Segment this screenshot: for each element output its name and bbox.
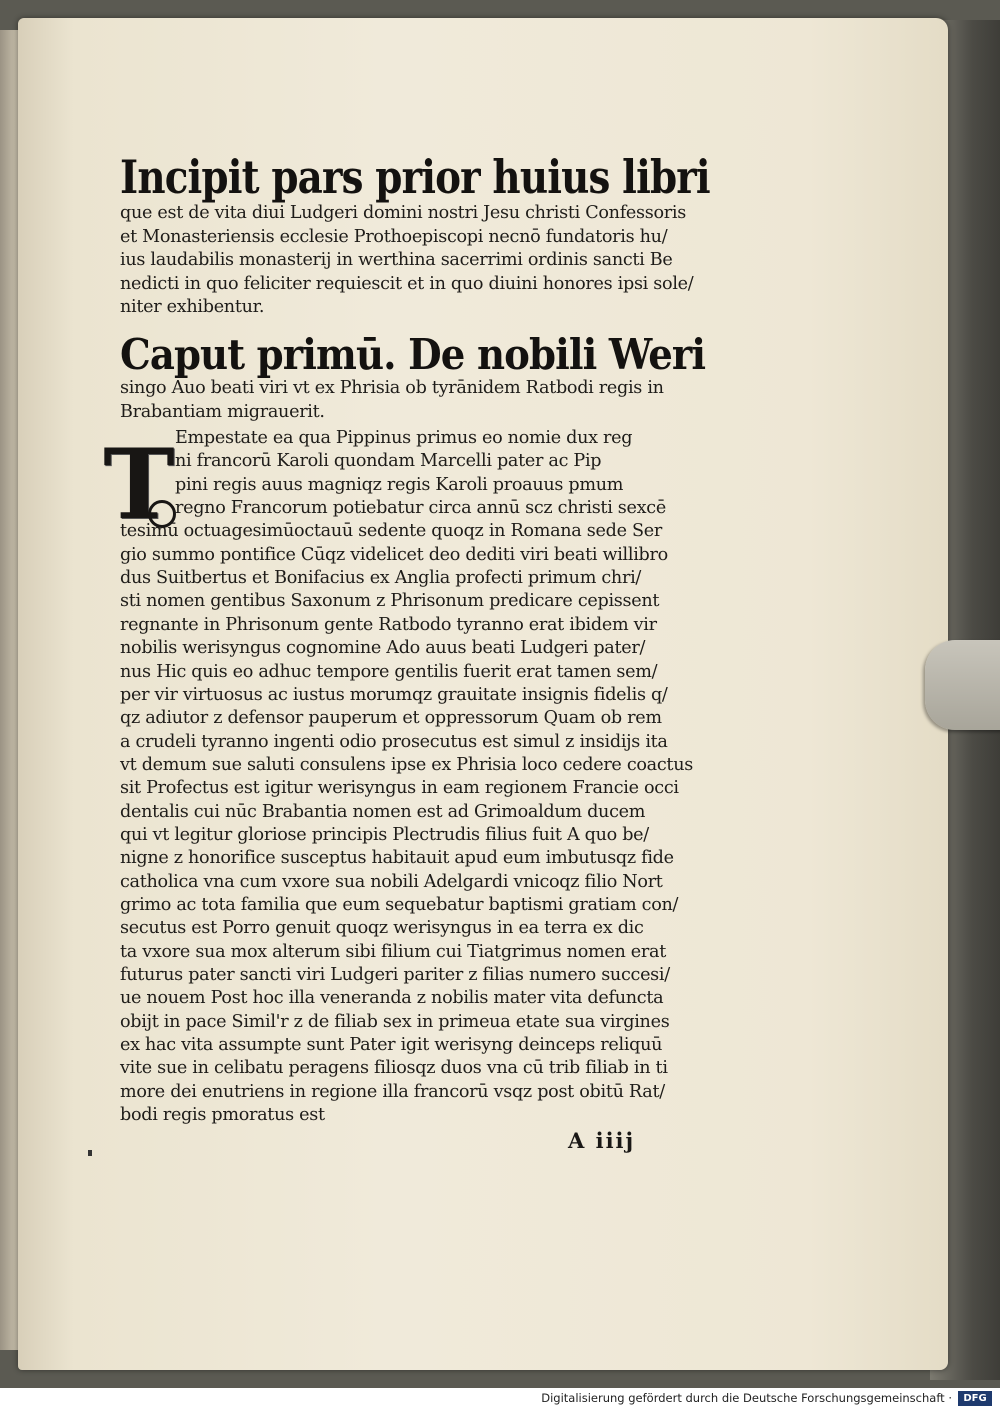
decorated-initial: T <box>100 440 178 530</box>
intro-line: et Monasteriensis ecclesie Prothoepiscopi necnō fundatoris hu/ <box>120 226 668 247</box>
text-line: sti nomen gentibus Saxonum z Phrisonum predicare cepissent <box>120 591 660 612</box>
text-line: ta vxore sua mox alterum sibi filium cui Tiatgrimus nomen erat <box>120 941 666 962</box>
text-line: ue nouem Post hoc illa veneranda z nobilis mater vita defuncta <box>120 988 664 1009</box>
text-line: dus Suitbertus et Bonifacius ex Anglia profecti primum chri/ <box>120 568 642 589</box>
text-line: bodi regis pmoratus est <box>120 1105 325 1126</box>
intro-line: ius laudabilis monasterij in werthina sacerrimi ordinis sancti Be <box>120 250 673 270</box>
text-line: catholica vna cum vxore sua nobili Adelgardi vnicoqz filio Nort <box>120 871 663 892</box>
page-clip <box>925 640 1000 730</box>
text-line: vite sue in celibatu peragens filiosqz duos vna cū trib filiab in ti <box>120 1058 668 1079</box>
text-line: nobilis werisyngus cognomine Ado auus beati Ludgeri pater/ <box>120 638 646 659</box>
text-line: ex hac vita assumpte sunt Pater igit werisyng deinceps reliquū <box>120 1035 663 1056</box>
text-line: gio summo pontifice Cūqz videlicet deo dediti viri beati willibro <box>120 544 668 565</box>
text-line: secutus est Porro genuit quoqz werisyngus in ea terra ex dic <box>120 918 644 939</box>
text-line: grimo ac tota familia que eum sequebatur baptismi gratiam con/ <box>120 895 679 915</box>
text-line: tesimū octuagesimūoctauū sedente quoqz in Romana sede Ser <box>120 521 662 542</box>
signature-mark: A iiij <box>568 1128 636 1153</box>
text-line: pini regis auus magniqz regis Karoli proauus pmum <box>175 474 624 495</box>
text-line: qz adiutor z defensor pauperum et oppressorum Quam ob rem <box>120 708 662 729</box>
text-line: obijt in pace Simil'r z de filiab sex in primeua etate sua virgines <box>120 1011 670 1032</box>
text-line: regno Francorum potiebatur circa annū scz christi sexcē <box>175 498 666 519</box>
document-title: Incipit pars prior huius libri <box>120 150 710 204</box>
intro-line: nedicti in quo feliciter requiescit et in quo diuini honores ipsi sole/ <box>120 273 694 294</box>
text-line: regnante in Phrisonum gente Ratbodo tyranno erat ibidem vir <box>120 614 657 635</box>
text-line: Empestate ea qua Pippinus primus eo nomie dux reg <box>175 428 633 448</box>
chapter-subtitle-line: singo Auo beati viri vt ex Phrisia ob tyrānidem Ratbodi regis in <box>120 378 664 398</box>
text-line: more dei enutriens in regione illa francorū vsqz post obitū Rat/ <box>120 1081 665 1102</box>
text-line: qui vt legitur gloriose principis Plectrudis filius fuit A quo be/ <box>120 824 649 845</box>
text-line: a crudeli tyranno ingenti odio prosecutus est simul z insidijs ita <box>120 731 668 752</box>
text-line: nigne z honorifice susceptus habitauit apud eum imbutusqz fide <box>120 848 674 869</box>
chapter-subtitle-line: Brabantiam migrauerit. <box>120 402 325 422</box>
text-line: ni francorū Karoli quondam Marcelli pater ac Pip <box>175 451 602 472</box>
footer-bar <box>0 1388 1000 1409</box>
chapter-heading: Caput primū. De nobili Weri <box>120 330 706 379</box>
text-line: futurus pater sancti viri Ludgeri pariter z filias numero succesi/ <box>120 965 670 986</box>
text-line: vt demum sue saluti consulens ipse ex Phrisia loco cedere coactus <box>120 754 693 775</box>
text-line: sit Profectus est igitur werisyngus in eam regionem Francie occi <box>120 778 679 799</box>
text-line: nus Hic quis eo adhuc tempore gentilis fuerit erat tamen sem/ <box>120 661 658 682</box>
intro-line: que est de vita diui Ludgeri domini nostri Jesu christi Confessoris <box>120 203 686 223</box>
dfg-logo: DFG <box>958 1391 992 1406</box>
intro-line: niter exhibentur. <box>120 297 265 317</box>
ink-mark <box>88 1150 92 1156</box>
text-line: per vir virtuosus ac iustus morumqz grauitate insignis fidelis q/ <box>120 684 668 705</box>
text-line: dentalis cui nūc Brabantia nomen est ad Grimoaldum ducem <box>120 801 646 822</box>
footer-credit: Digitalisierung gefördert durch die Deutsche Forschungsgemeinschaft · <box>541 1391 952 1405</box>
